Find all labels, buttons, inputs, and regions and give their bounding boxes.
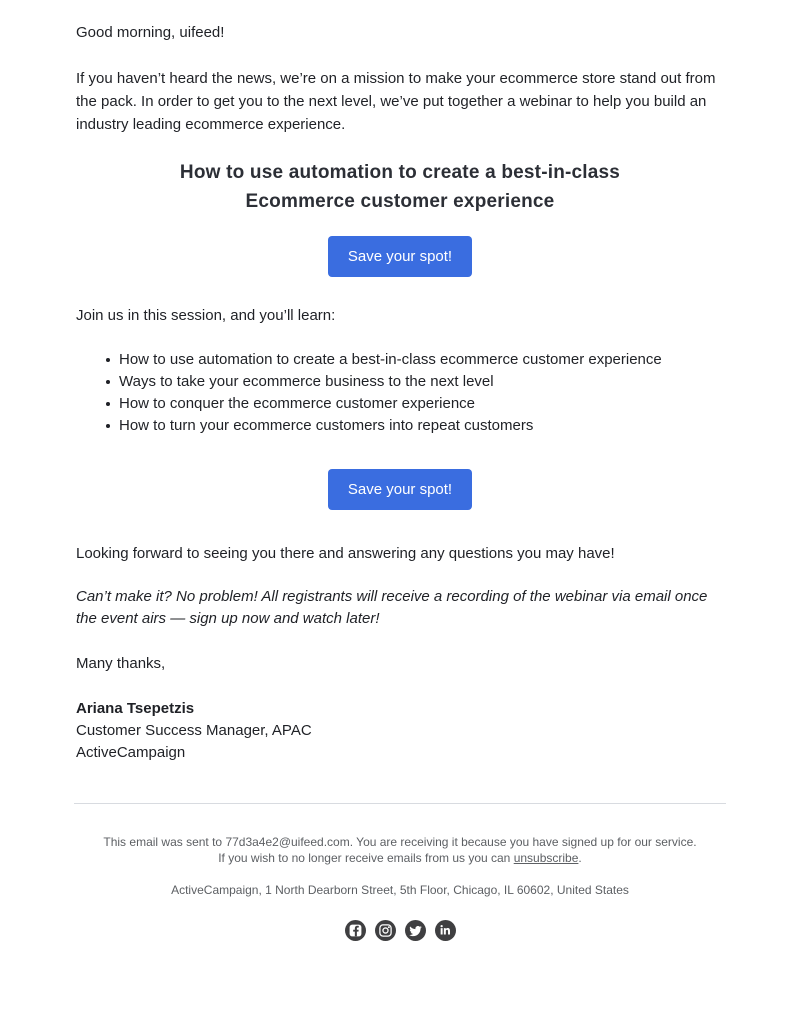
facebook-link[interactable] bbox=[345, 920, 366, 941]
intro-paragraph: If you haven’t heard the news, we’re on a mission to make your ecommerce store stand out from the pack. In order to get you to the next level, we’ve put together a webinar to help you build an industry leading ecommerce experience. bbox=[76, 70, 716, 133]
email-body bbox=[76, 0, 724, 764]
email-footer bbox=[0, 804, 800, 941]
learn-intro: Join us in this session, and you’ll learn: bbox=[76, 307, 336, 324]
cta-row-bottom bbox=[76, 469, 724, 510]
list-item: How to use automation to create a best-in-class ecommerce customer experience bbox=[119, 349, 724, 371]
save-your-spot-button-bottom[interactable]: Save your spot! bbox=[328, 469, 472, 510]
social-links bbox=[0, 920, 800, 941]
thanks-line: Many thanks, bbox=[76, 655, 166, 672]
learn-list bbox=[76, 349, 724, 437]
footer-sent-suffix: . bbox=[578, 851, 582, 865]
recipient-email: 77d3a4e2@uifeed.com bbox=[225, 835, 350, 849]
list-item: How to turn your ecommerce customers into repeat customers bbox=[119, 415, 724, 437]
webinar-title-line-2: Ecommerce customer experience bbox=[245, 191, 555, 212]
list-item: How to conquer the ecommerce customer experience bbox=[119, 393, 724, 415]
facebook-icon bbox=[345, 920, 366, 941]
closing-paragraph: Looking forward to seeing you there and answering any questions you may have! bbox=[76, 545, 615, 562]
footer-sent-middle: . You are receiving it because you have signed up for our service. If you wish to no longer receive emails from us you can bbox=[218, 835, 697, 865]
signature-block bbox=[76, 698, 724, 764]
list-item: Ways to take your ecommerce business to the next level bbox=[119, 371, 724, 393]
linkedin-link[interactable] bbox=[435, 920, 456, 941]
ps-note: Can’t make it? No problem! All registrants will receive a recording of the webinar via email once the event airs — sign up now and watch later! bbox=[76, 588, 708, 627]
sender-name: Ariana Tsepetzis bbox=[76, 700, 195, 717]
save-your-spot-button-top[interactable]: Save your spot! bbox=[328, 236, 472, 277]
footer-sent-prefix: This email was sent to bbox=[103, 835, 226, 849]
greeting: Good morning, uifeed! bbox=[76, 24, 225, 41]
sender-company: ActiveCampaign bbox=[76, 744, 186, 761]
footer-sent-line bbox=[100, 834, 700, 866]
cta-row-top bbox=[76, 236, 724, 277]
twitter-icon bbox=[405, 920, 426, 941]
unsubscribe-link[interactable]: unsubscribe bbox=[513, 851, 579, 865]
linkedin-icon bbox=[435, 920, 456, 941]
sender-title: Customer Success Manager, APAC bbox=[76, 722, 312, 739]
instagram-link[interactable] bbox=[375, 920, 396, 941]
instagram-icon bbox=[375, 920, 396, 941]
twitter-link[interactable] bbox=[405, 920, 426, 941]
webinar-title-line-1: How to use automation to create a best-in-class bbox=[179, 162, 621, 183]
webinar-title bbox=[76, 158, 724, 216]
company-address: ActiveCampaign, 1 North Dearborn Street, 5th Floor, Chicago, IL 60602, United States bbox=[171, 883, 629, 897]
